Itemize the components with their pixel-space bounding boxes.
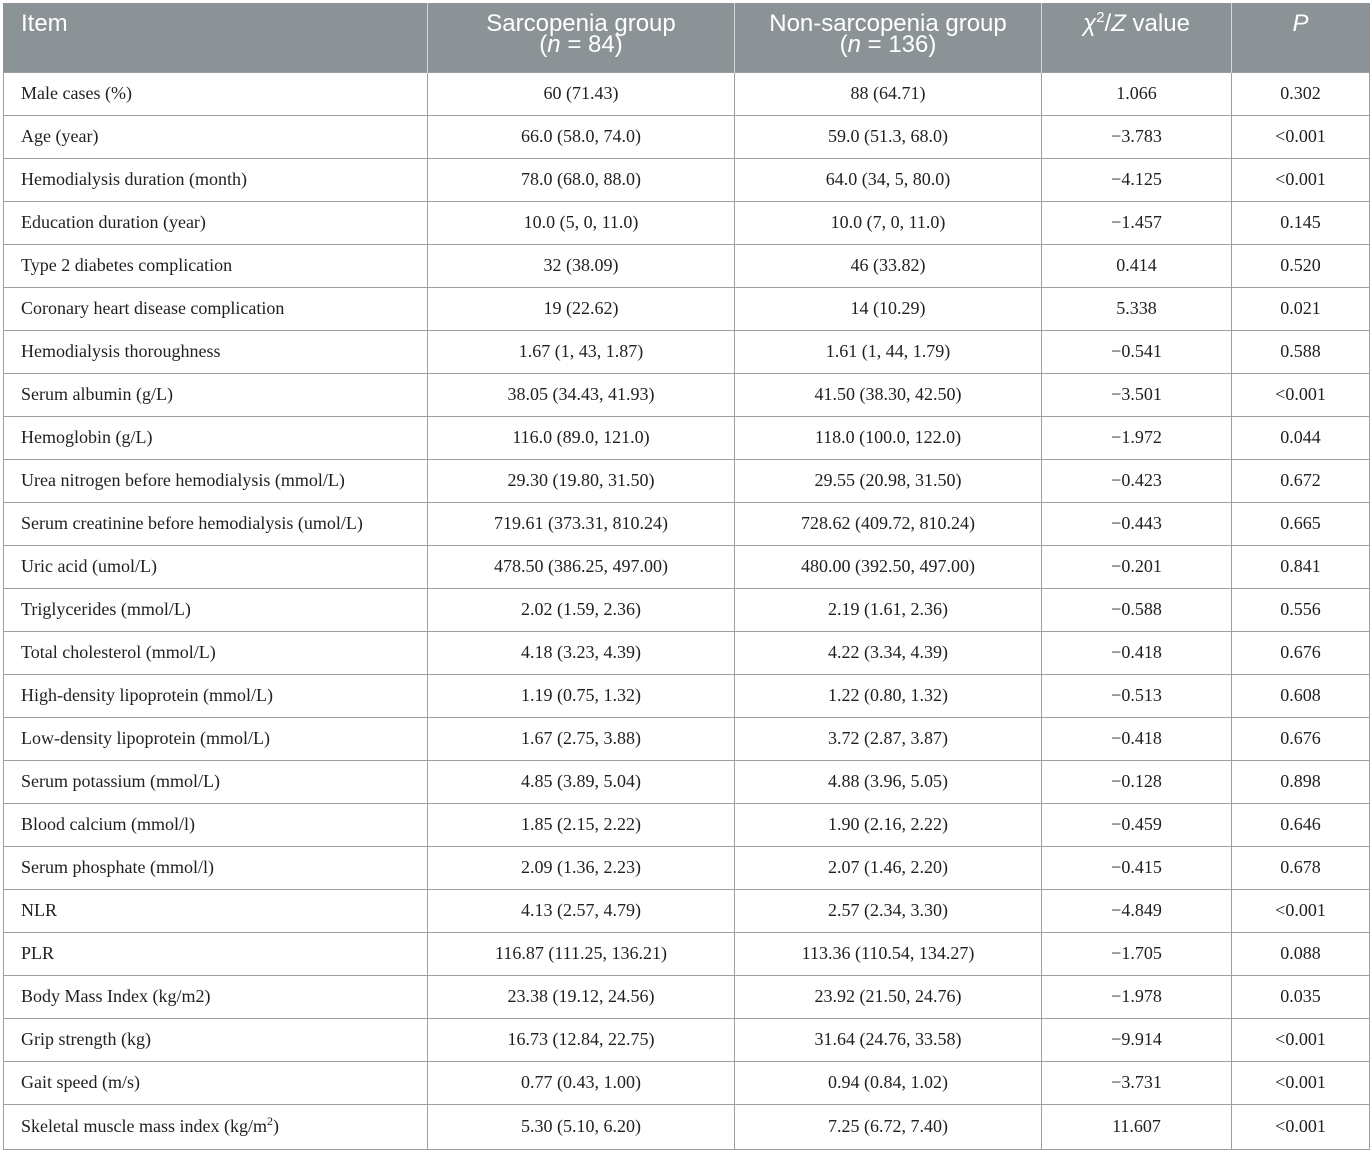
cell-item: Gait speed (m/s) [4,1061,428,1104]
header-p [1232,3,1370,72]
data-table-container [3,3,1369,1150]
cell-p-value: 0.021 [1232,287,1370,330]
data-table [3,3,1370,1150]
cell-item: Urea nitrogen before hemodialysis (mmol/L) [4,459,428,502]
header-item-label: Item [21,10,68,37]
table-row [4,631,1370,674]
cell-item: NLR [4,889,428,932]
cell-item: Coronary heart disease complication [4,287,428,330]
header-chi-rest: value [1125,10,1190,37]
cell-chi-z-value: −0.443 [1042,502,1232,545]
cell-sarcopenia: 60 (71.43) [428,72,735,115]
cell-non-sarcopenia: 1.61 (1, 44, 1.79) [735,330,1042,373]
cell-item [4,1104,428,1149]
cell-p-value: 0.676 [1232,631,1370,674]
cell-p-value: 0.145 [1232,201,1370,244]
table-row [4,760,1370,803]
cell-p-value: 0.841 [1232,545,1370,588]
table-row [4,502,1370,545]
cell-p-value: 0.898 [1232,760,1370,803]
cell-sarcopenia: 0.77 (0.43, 1.00) [428,1061,735,1104]
cell-p-value: 0.520 [1232,244,1370,287]
cell-sarcopenia: 1.67 (1, 43, 1.87) [428,330,735,373]
cell-item: Blood calcium (mmol/l) [4,803,428,846]
header-sarcopenia-n-open: ( [539,31,548,58]
cell-non-sarcopenia: 118.0 (100.0, 122.0) [735,416,1042,459]
cell-non-sarcopenia: 3.72 (2.87, 3.87) [735,717,1042,760]
cell-chi-z-value: −0.541 [1042,330,1232,373]
cell-item: Total cholesterol (mmol/L) [4,631,428,674]
cell-item: Hemoglobin (g/L) [4,416,428,459]
cell-p-value: <0.001 [1232,889,1370,932]
header-chi-z-value [1042,3,1232,72]
cell-non-sarcopenia: 31.64 (24.76, 33.58) [735,1018,1042,1061]
cell-p-value: 0.088 [1232,932,1370,975]
cell-non-sarcopenia: 88 (64.71) [735,72,1042,115]
cell-p-value: 0.588 [1232,330,1370,373]
cell-item: Age (year) [4,115,428,158]
table-row [4,373,1370,416]
table-row [4,244,1370,287]
table-row [4,717,1370,760]
cell-p-value: <0.001 [1232,115,1370,158]
cell-non-sarcopenia: 1.90 (2.16, 2.22) [735,803,1042,846]
cell-non-sarcopenia: 2.19 (1.61, 2.36) [735,588,1042,631]
header-row [4,3,1370,72]
table-row [4,803,1370,846]
cell-non-sarcopenia: 2.57 (2.34, 3.30) [735,889,1042,932]
cell-item: Hemodialysis thoroughness [4,330,428,373]
cell-item-suffix: ) [272,1116,279,1136]
header-sarcopenia-n [444,31,718,58]
cell-p-value: 0.044 [1232,416,1370,459]
cell-chi-z-value: −9.914 [1042,1018,1232,1061]
table-row [4,72,1370,115]
table-row [4,846,1370,889]
cell-sarcopenia: 2.09 (1.36, 2.23) [428,846,735,889]
header-non-title: Non-sarcopenia group [769,10,1007,37]
header-non-n-rest: = 136) [860,31,937,58]
cell-chi-z-value: 1.066 [1042,72,1232,115]
cell-sarcopenia: 10.0 (5, 0, 11.0) [428,201,735,244]
cell-sarcopenia: 1.67 (2.75, 3.88) [428,717,735,760]
table-row [4,1018,1370,1061]
table-body [4,72,1370,1149]
cell-non-sarcopenia: 10.0 (7, 0, 11.0) [735,201,1042,244]
cell-sarcopenia: 78.0 (68.0, 88.0) [428,158,735,201]
cell-non-sarcopenia: 4.22 (3.34, 4.39) [735,631,1042,674]
cell-sarcopenia: 719.61 (373.31, 810.24) [428,502,735,545]
cell-non-sarcopenia: 59.0 (51.3, 68.0) [735,115,1042,158]
table-header [4,3,1370,72]
table-row [4,1061,1370,1104]
header-item [4,3,428,72]
cell-item: Grip strength (kg) [4,1018,428,1061]
cell-chi-z-value: −0.128 [1042,760,1232,803]
cell-chi-z-value: −0.423 [1042,459,1232,502]
table-row [4,545,1370,588]
cell-non-sarcopenia: 728.62 (409.72, 810.24) [735,502,1042,545]
cell-item: Serum phosphate (mmol/l) [4,846,428,889]
header-p-label: P [1292,10,1309,37]
cell-chi-z-value: −4.849 [1042,889,1232,932]
cell-non-sarcopenia: 23.92 (21.50, 24.76) [735,975,1042,1018]
cell-chi-z-value: −0.418 [1042,717,1232,760]
cell-chi-z-value: 5.338 [1042,287,1232,330]
cell-chi-z-value: −1.972 [1042,416,1232,459]
cell-sarcopenia: 2.02 (1.59, 2.36) [428,588,735,631]
cell-p-value: <0.001 [1232,1018,1370,1061]
cell-chi-z-value: −1.705 [1042,932,1232,975]
cell-sarcopenia: 29.30 (19.80, 31.50) [428,459,735,502]
cell-non-sarcopenia: 113.36 (110.54, 134.27) [735,932,1042,975]
cell-chi-z-value: −3.731 [1042,1061,1232,1104]
cell-non-sarcopenia: 41.50 (38.30, 42.50) [735,373,1042,416]
cell-chi-z-value: −0.415 [1042,846,1232,889]
cell-non-sarcopenia: 480.00 (392.50, 497.00) [735,545,1042,588]
cell-item-sup: 2 [266,1114,273,1128]
header-sarcopenia-n-rest: = 84) [560,31,623,58]
cell-chi-z-value: −4.125 [1042,158,1232,201]
cell-non-sarcopenia: 1.22 (0.80, 1.32) [735,674,1042,717]
cell-item: Serum albumin (g/L) [4,373,428,416]
table-row [4,975,1370,1018]
cell-sarcopenia: 4.18 (3.23, 4.39) [428,631,735,674]
cell-non-sarcopenia: 64.0 (34, 5, 80.0) [735,158,1042,201]
cell-item: Hemodialysis duration (month) [4,158,428,201]
table-row [4,416,1370,459]
cell-non-sarcopenia: 29.55 (20.98, 31.50) [735,459,1042,502]
cell-p-value: 0.678 [1232,846,1370,889]
cell-p-value: 0.556 [1232,588,1370,631]
header-chi-slash: / [1104,10,1112,37]
header-non-sarcopenia-group [735,3,1042,72]
cell-sarcopenia: 5.30 (5.10, 6.20) [428,1104,735,1149]
table-row [4,674,1370,717]
table-row [4,889,1370,932]
cell-item: Serum creatinine before hemodialysis (umol/L) [4,502,428,545]
cell-sarcopenia: 1.19 (0.75, 1.32) [428,674,735,717]
cell-sarcopenia: 38.05 (34.43, 41.93) [428,373,735,416]
cell-sarcopenia: 478.50 (386.25, 497.00) [428,545,735,588]
cell-non-sarcopenia: 0.94 (0.84, 1.02) [735,1061,1042,1104]
cell-sarcopenia: 23.38 (19.12, 24.56) [428,975,735,1018]
cell-item: Education duration (year) [4,201,428,244]
cell-item: Male cases (%) [4,72,428,115]
header-sarcopenia-title: Sarcopenia group [486,10,676,37]
cell-p-value: <0.001 [1232,158,1370,201]
cell-p-value: 0.035 [1232,975,1370,1018]
cell-chi-z-value: −0.418 [1042,631,1232,674]
table-row [4,287,1370,330]
cell-p-value: 0.676 [1232,717,1370,760]
cell-chi-z-value: −0.588 [1042,588,1232,631]
cell-sarcopenia: 19 (22.62) [428,287,735,330]
cell-p-value: 0.672 [1232,459,1370,502]
header-sarcopenia-group [428,3,735,72]
cell-non-sarcopenia: 14 (10.29) [735,287,1042,330]
header-z-symbol: Z [1111,10,1126,37]
table-row [4,932,1370,975]
header-sarcopenia-n-var: n [547,31,561,58]
cell-item: Type 2 diabetes complication [4,244,428,287]
table-row [4,158,1370,201]
cell-item: High-density lipoprotein (mmol/L) [4,674,428,717]
cell-chi-z-value: −0.513 [1042,674,1232,717]
cell-item: Uric acid (umol/L) [4,545,428,588]
cell-chi-z-value: −1.457 [1042,201,1232,244]
cell-chi-z-value: −3.783 [1042,115,1232,158]
table-row [4,201,1370,244]
table-row [4,459,1370,502]
cell-item: Low-density lipoprotein (mmol/L) [4,717,428,760]
cell-sarcopenia: 116.87 (111.25, 136.21) [428,932,735,975]
cell-sarcopenia: 116.0 (89.0, 121.0) [428,416,735,459]
cell-sarcopenia: 1.85 (2.15, 2.22) [428,803,735,846]
cell-chi-z-value: −0.459 [1042,803,1232,846]
table-row [4,115,1370,158]
table-row [4,330,1370,373]
cell-p-value: <0.001 [1232,373,1370,416]
cell-sarcopenia: 32 (38.09) [428,244,735,287]
cell-sarcopenia: 66.0 (58.0, 74.0) [428,115,735,158]
cell-p-value: 0.608 [1232,674,1370,717]
cell-non-sarcopenia: 2.07 (1.46, 2.20) [735,846,1042,889]
cell-chi-z-value: 0.414 [1042,244,1232,287]
cell-sarcopenia: 4.13 (2.57, 4.79) [428,889,735,932]
cell-non-sarcopenia: 4.88 (3.96, 5.05) [735,760,1042,803]
cell-item: Body Mass Index (kg/m2) [4,975,428,1018]
table-row [4,1104,1370,1149]
header-non-n-open: ( [839,31,848,58]
cell-p-value: 0.302 [1232,72,1370,115]
header-non-n [751,31,1025,58]
cell-item: PLR [4,932,428,975]
cell-chi-z-value: −1.978 [1042,975,1232,1018]
cell-p-value: 0.665 [1232,502,1370,545]
cell-p-value: <0.001 [1232,1104,1370,1149]
table-row [4,588,1370,631]
cell-non-sarcopenia: 46 (33.82) [735,244,1042,287]
cell-chi-z-value: 11.607 [1042,1104,1232,1149]
cell-item: Serum potassium (mmol/L) [4,760,428,803]
header-chi-symbol: χ [1083,10,1097,37]
cell-p-value: 0.646 [1232,803,1370,846]
cell-sarcopenia: 4.85 (3.89, 5.04) [428,760,735,803]
header-chi-sup: 2 [1096,9,1105,26]
cell-non-sarcopenia: 7.25 (6.72, 7.40) [735,1104,1042,1149]
cell-item-prefix: Skeletal muscle mass index (kg/m [21,1116,267,1136]
cell-p-value: <0.001 [1232,1061,1370,1104]
header-non-n-var: n [847,31,861,58]
cell-sarcopenia: 16.73 (12.84, 22.75) [428,1018,735,1061]
cell-item: Triglycerides (mmol/L) [4,588,428,631]
cell-chi-z-value: −0.201 [1042,545,1232,588]
cell-chi-z-value: −3.501 [1042,373,1232,416]
